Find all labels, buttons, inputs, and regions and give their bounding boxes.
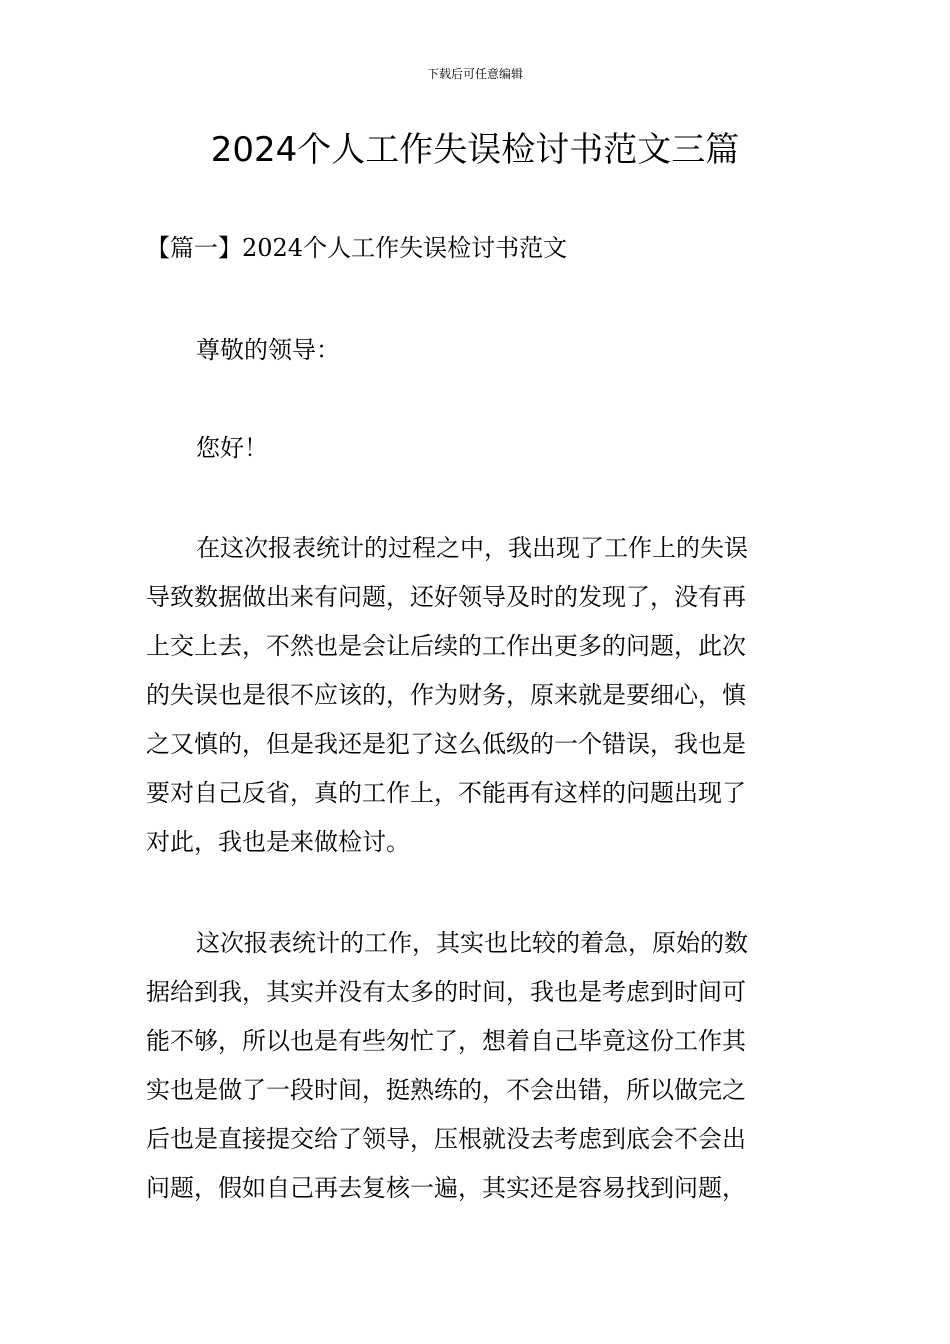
- greeting: 您好！: [196, 434, 268, 462]
- paragraph-line: 据给到我，其实并没有太多的时间，我也是考虑到时间可: [146, 978, 746, 1006]
- paragraph-1: [146, 530, 806, 873]
- paragraph-line: 对此，我也是来做检讨。: [146, 828, 410, 856]
- salutation: 尊敬的领导：: [196, 336, 340, 364]
- paragraph-line: 要对自己反省，真的工作上，不能再有这样的问题出现了: [146, 779, 746, 807]
- document-title: 2024个人工作失误检讨书范文三篇: [210, 130, 740, 170]
- paragraph-line: 上交上去，不然也是会让后续的工作出更多的问题，此次: [146, 632, 746, 660]
- paragraph-line: 这次报表统计的工作，其实也比较的着急，原始的数: [196, 929, 748, 957]
- paragraph-line: 之又慎的，但是我还是犯了这么低级的一个错误，我也是: [146, 730, 746, 758]
- paragraph-line: 后也是直接提交给了领导，压根就没去考虑到底会不会出: [146, 1125, 746, 1153]
- paragraph-line: 导致数据做出来有问题，还好领导及时的发现了，没有再: [146, 583, 746, 611]
- paragraph-line: 问题，假如自己再去复核一遍，其实还是容易找到问题，: [146, 1174, 746, 1202]
- section-heading: 【篇一】2024个人工作失误检讨书范文: [146, 234, 568, 262]
- header-note: 下载后可任意编辑: [426, 67, 523, 81]
- paragraph-line: 在这次报表统计的过程之中，我出现了工作上的失误: [196, 534, 748, 562]
- paragraph-line: 的失误也是很不应该的，作为财务，原来就是要细心，慎: [146, 681, 746, 709]
- paragraph-line: 实也是做了一段时间，挺熟练的，不会出错，所以做完之: [146, 1076, 746, 1104]
- paragraph-line: 能不够，所以也是有些匆忙了，想着自己毕竟这份工作其: [146, 1027, 746, 1055]
- paragraph-2: [146, 925, 806, 1219]
